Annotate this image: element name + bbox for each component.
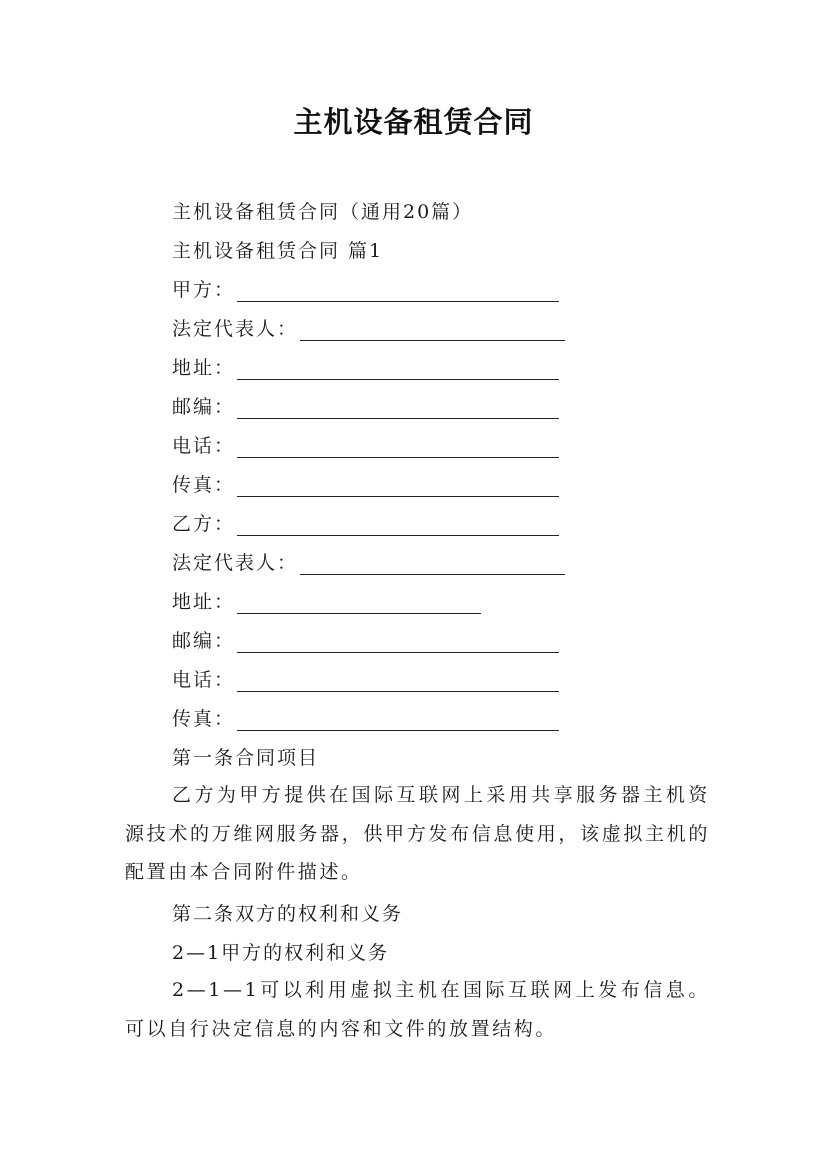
- party-a-fax-blank: [237, 476, 559, 497]
- article-2-heading: 第二条双方的权利和义务: [172, 903, 404, 925]
- party-a-rep-label: 法定代表人：: [172, 318, 299, 340]
- party-a-phone-blank: [237, 437, 559, 458]
- clause-2-1-1: 2—1—1可以利用虚拟主机在国际互联网上发布信息。可以自行决定信息的内容和文件的放置结构。: [125, 979, 710, 1040]
- party-b-fax-label: 传真：: [172, 708, 236, 730]
- party-a-blank: [237, 281, 559, 302]
- party-a-rep-blank: [300, 320, 565, 341]
- party-a-label: 甲方：: [172, 279, 236, 301]
- party-a-address-label: 地址：: [172, 357, 236, 379]
- article-1-heading: 第一条合同项目: [172, 747, 320, 769]
- party-b-address-blank: [237, 593, 481, 614]
- party-a-fax-label: 传真：: [172, 474, 236, 496]
- party-b-field: [172, 512, 559, 536]
- party-a-postcode-label: 邮编：: [172, 396, 236, 418]
- document-title: 主机设备租赁合同: [293, 105, 534, 139]
- party-a-postcode-field: [172, 395, 559, 419]
- party-b-phone-blank: [237, 671, 559, 692]
- party-b-rep-blank: [300, 554, 565, 575]
- party-b-fax-blank: [237, 710, 559, 731]
- party-a-address-field: [172, 356, 559, 380]
- document-subtitle: 主机设备租赁合同（通用20篇）: [172, 201, 474, 223]
- party-b-rep-label: 法定代表人：: [172, 552, 299, 574]
- party-a-address-blank: [237, 359, 559, 380]
- party-b-address-field: [172, 590, 481, 614]
- party-a-fax-field: [172, 473, 559, 497]
- article-1-body: 乙方为甲方提供在国际互联网上采用共享服务器主机资源技术的万维网服务器，供甲方发布信息使用，该虚拟主机的配置由本合同附件描述。: [125, 784, 710, 883]
- party-a-phone-field: [172, 434, 559, 458]
- party-b-postcode-field: [172, 629, 559, 653]
- section-heading: 主机设备租赁合同 篇1: [172, 240, 384, 262]
- party-b-label: 乙方：: [172, 513, 236, 535]
- clause-2-1: 2—1甲方的权利和义务: [172, 942, 390, 964]
- party-a-rep-field: [172, 317, 565, 341]
- party-a-field: [172, 278, 559, 302]
- party-b-postcode-label: 邮编：: [172, 630, 236, 652]
- party-b-address-label: 地址：: [172, 591, 236, 613]
- party-b-fax-field: [172, 707, 559, 731]
- party-a-postcode-blank: [237, 398, 559, 419]
- party-b-rep-field: [172, 551, 565, 575]
- party-b-phone-label: 电话：: [172, 669, 236, 691]
- party-b-phone-field: [172, 668, 559, 692]
- party-b-postcode-blank: [237, 632, 559, 653]
- party-a-phone-label: 电话：: [172, 435, 236, 457]
- party-b-blank: [237, 515, 559, 536]
